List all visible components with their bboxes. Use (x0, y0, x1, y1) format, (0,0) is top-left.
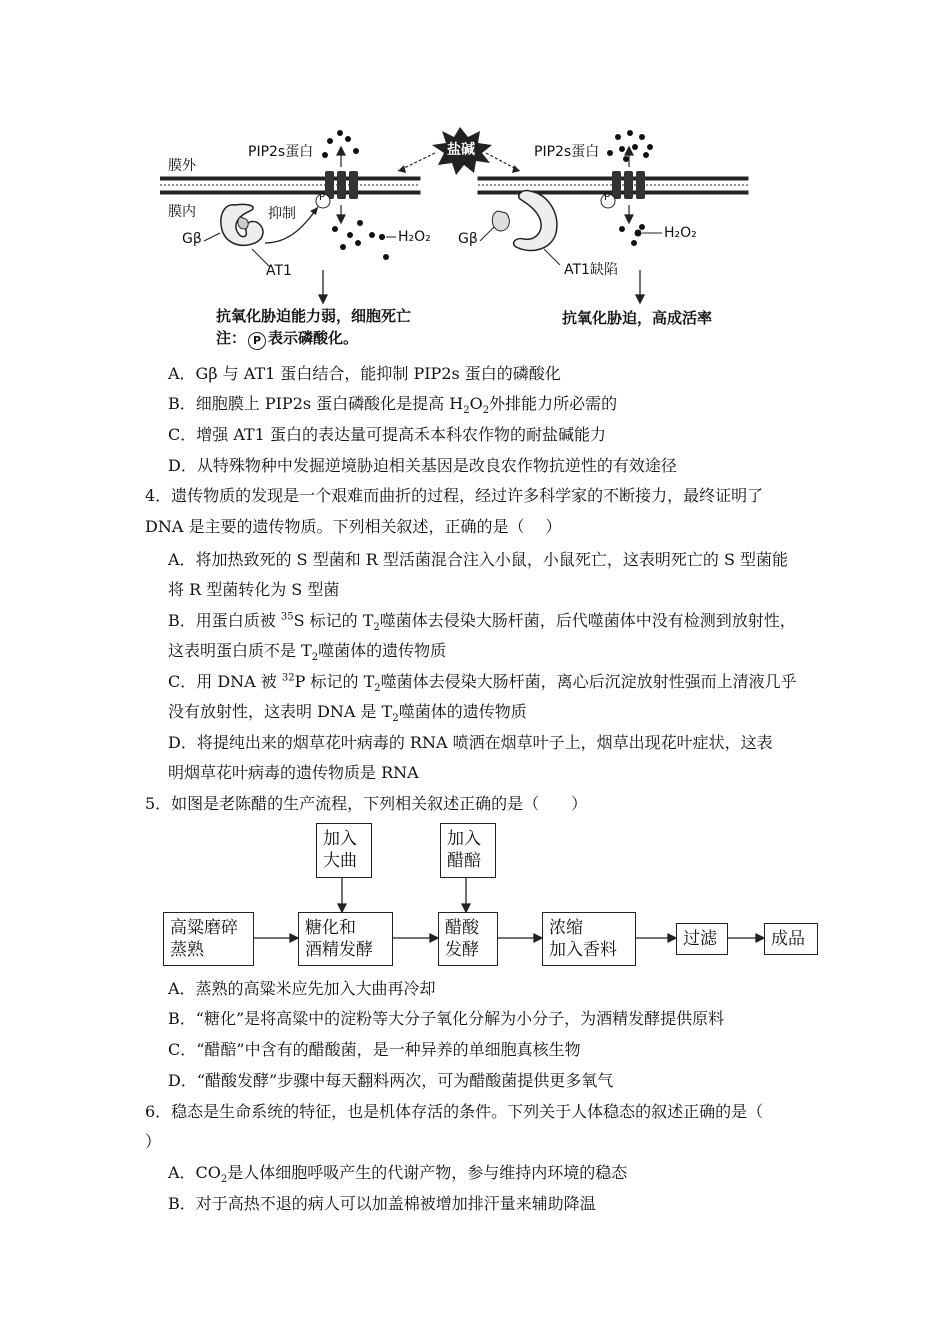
flow-step-acetic-line1: 醋酸 (445, 918, 479, 938)
gbeta-protein-right (492, 211, 509, 231)
q6-a-sub: 2 (220, 1174, 228, 1186)
q4-option-c-line1 (168, 671, 797, 693)
flow-add-daqu (316, 823, 372, 878)
q4-option-d-line1: D．将提纯出来的烟草花叶病毒的 RNA 喷洒在烟草叶子上，烟草出现花叶症状，这表 (168, 733, 773, 752)
q6-a-pre: A．CO (168, 1163, 221, 1182)
flow-step-saccharify-line1: 糖化和 (305, 918, 356, 938)
q3-option-a: A．Gβ 与 AT1 蛋白结合，能抑制 PIP2s 蛋白的磷酸化 (168, 364, 561, 383)
q4-option-b-line2 (168, 640, 446, 662)
gbeta-label-left: Gβ (182, 231, 202, 247)
q6-stem-line1: 6．稳态是生命系统的特征，也是机体存活的条件。下列关于人体稳态的叙述正确的是（ (145, 1102, 764, 1121)
note-p-circle (248, 332, 266, 350)
q4-b1-sub: 2 (373, 622, 380, 634)
h2o2-label-right: H₂O₂ (664, 225, 697, 241)
q4-option-d-line2: 明烟草花叶病毒的遗传物质是 RNA (168, 763, 419, 782)
q5-option-b: B．“糖化”是将高粱中的淀粉等大分子氧化分解为小分子，为酒精发酵提供原料 (168, 1009, 725, 1028)
flow-step-acetic (438, 912, 498, 966)
q6-option-a (168, 1162, 627, 1184)
note-p-symbol: P (252, 334, 262, 347)
flow-step-saccharify-line2: 酒精发酵 (305, 940, 373, 960)
q3-option-c: C．增强 AT1 蛋白的表达量可提高禾本科农作物的耐盐碱能力 (168, 425, 606, 444)
q3-b-mid: O (469, 394, 483, 413)
flow-step-concentrate-line1: 浓缩 (549, 918, 583, 938)
q3-b-pre: B．细胞膜上 PIP2s 蛋白磷酸化是提高 H (168, 394, 464, 413)
flow-add-cupei-line2: 醋醅 (447, 851, 481, 871)
outside-label: 膜外 (168, 158, 196, 174)
inhibit-label: 抑制 (268, 206, 296, 222)
note-suffix: 表示磷酸化。 (268, 329, 359, 347)
q5-option-a: A．蒸熟的高粱米应先加入大曲再冷却 (168, 979, 436, 998)
q4-c1-post: 噬菌体去侵染大肠杆菌，离心后沉淀放射性强而上清液几乎 (380, 672, 797, 691)
flow-add-cupei-line1: 加入 (447, 829, 481, 849)
phospho-symbol-right: P (604, 192, 611, 203)
at1-protein-right (514, 191, 557, 251)
q4-option-a-line1: A．将加热致死的 S 型菌和 R 型活菌混合注入小鼠，小鼠死亡，这表明死亡的 S 型菌能 (168, 550, 789, 569)
pip2s-label-left: PIP2s蛋白 (248, 144, 314, 160)
at1-defect-label: AT1缺陷 (564, 262, 618, 278)
flow-step-saccharify (298, 912, 393, 966)
result-left: 抗氧化胁迫能力弱，细胞死亡 (216, 307, 412, 325)
phospho-symbol-left: P (319, 192, 326, 203)
q4-b1-mid: S 标记的 T (293, 611, 374, 630)
at1-label: AT1 (266, 263, 292, 279)
gbeta-protein-left (238, 217, 248, 229)
q4-stem-line1: 4．遗传物质的发现是一个艰难而曲折的过程，经过许多科学家的不断接力，最终证明了 (145, 486, 764, 505)
q4-stem-line2: DNA 是主要的遗传物质。下列相关叙述，正确的是（ ） (145, 517, 562, 536)
q3-b-sub2: 2 (482, 405, 490, 417)
q3-option-d: D．从特殊物种中发掘逆境胁迫相关基因是改良农作物抗逆性的有效途径 (168, 456, 677, 475)
flow-step-product: 成品 (764, 923, 818, 955)
q4-option-b-line1 (168, 610, 796, 632)
q3-option-b (168, 393, 617, 415)
flow-add-daqu-line1: 加入 (323, 829, 357, 849)
membrane-left (160, 177, 420, 194)
q6-stem-line2: ） (145, 1132, 162, 1151)
flow-step-grind-line1: 高粱磨碎 (170, 918, 238, 938)
q5-option-c: C．“醋醅”中含有的醋酸菌，是一种异养的单细胞真核生物 (168, 1040, 581, 1059)
gbeta-label-right: Gβ (458, 231, 478, 247)
flow-add-cupei (440, 823, 496, 878)
result-right: 抗氧化胁迫，高成活率 (562, 309, 713, 327)
q6-option-b: B．对于高热不退的病人可以加盖棉被增加排汗量来辅助降温 (168, 1194, 596, 1213)
flow-step-concentrate-line2: 加入香料 (549, 940, 617, 960)
salt-label: 盐碱 (447, 142, 475, 158)
q4-b2-pre: 这表明蛋白质不是 T (168, 641, 312, 660)
pip2s-channel-left (325, 171, 358, 199)
pip2s-channel-right (612, 171, 645, 199)
q5-option-d: D．“醋酸发酵”步骤中每天翻料两次，可为醋酸菌提供更多氧气 (168, 1071, 614, 1090)
q4-c1-sub: 2 (374, 683, 381, 695)
q4-b2-post: 噬菌体的遗传物质 (318, 641, 447, 660)
q4-option-a-line2: 将 R 型菌转化为 S 型菌 (168, 580, 340, 599)
membrane-figure (160, 125, 780, 350)
q4-c2-sub: 2 (392, 713, 399, 725)
q4-b1-post: 噬菌体去侵染大肠杆菌，后代噬菌体中没有检测到放射性， (379, 611, 796, 630)
flow-step-filter: 过滤 (676, 923, 728, 955)
flowchart (160, 820, 825, 970)
q4-c2-pre: 没有放射性，这表明 DNA 是 T (168, 702, 393, 721)
flow-step-grind-line2: 蒸熟 (170, 940, 204, 960)
pip2s-label-right: PIP2s蛋白 (534, 144, 600, 160)
q3-b-post: 外排能力所必需的 (489, 394, 618, 413)
q4-c2-post: 噬菌体的遗传物质 (398, 702, 527, 721)
q4-c1-mid: P 标记的 T (294, 672, 375, 691)
note-prefix: 注： (216, 329, 247, 347)
q4-b2-sub: 2 (311, 652, 319, 664)
q3-b-sub1: 2 (463, 405, 470, 417)
q6-a-post: 是人体细胞呼吸产生的代谢产物，参与维持内环境的稳态 (227, 1163, 628, 1182)
q4-b1-pre: B．用蛋白质被 (168, 611, 281, 630)
figure-note (216, 327, 358, 350)
q4-b1-sup: 35 (280, 611, 294, 623)
q4-c1-sup: 32 (281, 672, 295, 684)
flow-step-grind (163, 912, 254, 966)
flow-step-acetic-line2: 发酵 (445, 940, 479, 960)
flow-step-concentrate (542, 912, 636, 966)
q4-option-c-line2 (168, 701, 527, 723)
q5-stem: 5．如图是老陈醋的生产流程，下列相关叙述正确的是（ ） (145, 794, 588, 813)
q4-c1-pre: C．用 DNA 被 (168, 672, 282, 691)
flow-add-daqu-line2: 大曲 (323, 851, 357, 871)
h2o2-label-left: H₂O₂ (398, 229, 431, 245)
inside-label: 膜内 (168, 204, 196, 220)
